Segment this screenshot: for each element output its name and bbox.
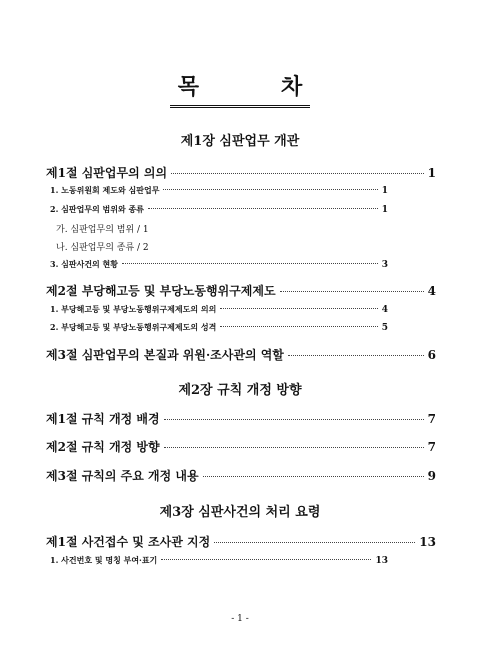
toc-entry-label: 제1절 사건접수 및 조사관 지정 xyxy=(46,535,211,549)
dot-leader xyxy=(220,308,377,309)
toc-entry-label: 2. 심판업무의 범위와 종류 xyxy=(50,204,144,214)
dot-leader xyxy=(163,189,377,190)
toc-entry-page: 4 xyxy=(381,305,388,315)
toc-entry-page: 4 xyxy=(427,284,436,298)
toc-entry-subsection[interactable] xyxy=(50,304,388,315)
toc-entry-page: 1 xyxy=(427,166,436,180)
dot-leader xyxy=(220,326,377,327)
dot-leader xyxy=(148,208,378,209)
toc-title: 목 차 xyxy=(170,70,311,108)
toc-entry-label: 제1절 심판업무의 의의 xyxy=(46,166,168,180)
toc-entry-page: 3 xyxy=(381,260,388,270)
toc-entry-label: 제3절 규칙의 주요 개정 내용 xyxy=(46,469,199,483)
toc-entry-subsection[interactable] xyxy=(50,322,388,333)
toc-entry-page: 1 xyxy=(381,186,388,196)
toc-entry-item[interactable]: 가. 심판업무의 범위 / 1 xyxy=(56,225,149,235)
chapter-heading: 제2장 규칙 개정 방향 xyxy=(178,383,302,398)
dot-leader xyxy=(288,355,424,356)
dot-leader xyxy=(171,173,424,174)
toc-entry-section[interactable] xyxy=(46,346,436,363)
toc-entry-page: 6 xyxy=(427,348,436,362)
toc-entry-section[interactable] xyxy=(46,164,436,181)
dot-leader xyxy=(164,447,424,448)
toc-entry-label: 3. 심판사건의 현황 xyxy=(50,259,119,269)
toc-title-wrap xyxy=(0,70,480,108)
dot-leader xyxy=(203,476,424,477)
toc-entry-item[interactable]: 나. 심판업무의 종류 / 2 xyxy=(56,243,149,253)
toc-entry-page: 7 xyxy=(427,440,436,454)
dot-leader xyxy=(122,263,378,264)
page-number: - 1 - xyxy=(231,614,249,624)
toc-entry-label: 1. 부당해고등 및 부당노동행위구제제도의 의의 xyxy=(50,304,217,314)
toc-entry-section[interactable] xyxy=(46,438,436,455)
dot-leader xyxy=(280,291,424,292)
chapter-heading: 제1장 심판업무 개관 xyxy=(180,134,300,149)
toc-entry-subsection[interactable] xyxy=(50,259,388,270)
toc-entry-subsection[interactable] xyxy=(50,185,388,196)
toc-entry-page: 5 xyxy=(381,323,388,333)
dot-leader xyxy=(164,419,424,420)
toc-entry-page: 13 xyxy=(419,535,436,549)
toc-entry-label: 제3절 심판업무의 본질과 위원·조사관의 역할 xyxy=(46,348,284,362)
toc-entry-section[interactable] xyxy=(46,467,436,484)
toc-entry-label: 제1절 규칙 개정 배경 xyxy=(46,412,160,426)
toc-entry-label: 제2절 부당해고등 및 부당노동행위구제제도 xyxy=(46,284,276,298)
toc-entry-label: 1. 노동위원회 제도와 심판업무 xyxy=(50,185,160,195)
dot-leader xyxy=(161,559,371,560)
toc-entry-page: 1 xyxy=(381,205,388,215)
toc-entry-page: 13 xyxy=(375,556,388,566)
toc-entry-label: 2. 부당해고등 및 부당노동행위구제제도의 성격 xyxy=(50,322,217,332)
toc-entry-label: 1. 사건번호 및 명칭 부여·표기 xyxy=(50,555,158,565)
toc-entry-subsection[interactable] xyxy=(50,204,388,215)
toc-entry-label: 제2절 규칙 개정 방향 xyxy=(46,440,160,454)
toc-entry-page: 7 xyxy=(427,412,436,426)
toc-entry-section[interactable] xyxy=(46,282,436,299)
toc-entry-page: 9 xyxy=(427,469,436,483)
toc-entry-section[interactable] xyxy=(46,410,436,427)
toc-entry-section[interactable] xyxy=(46,533,436,550)
toc-entry-subsection[interactable] xyxy=(50,555,388,566)
dot-leader xyxy=(214,542,415,543)
chapter-heading: 제3장 심판사건의 처리 요령 xyxy=(159,505,321,520)
